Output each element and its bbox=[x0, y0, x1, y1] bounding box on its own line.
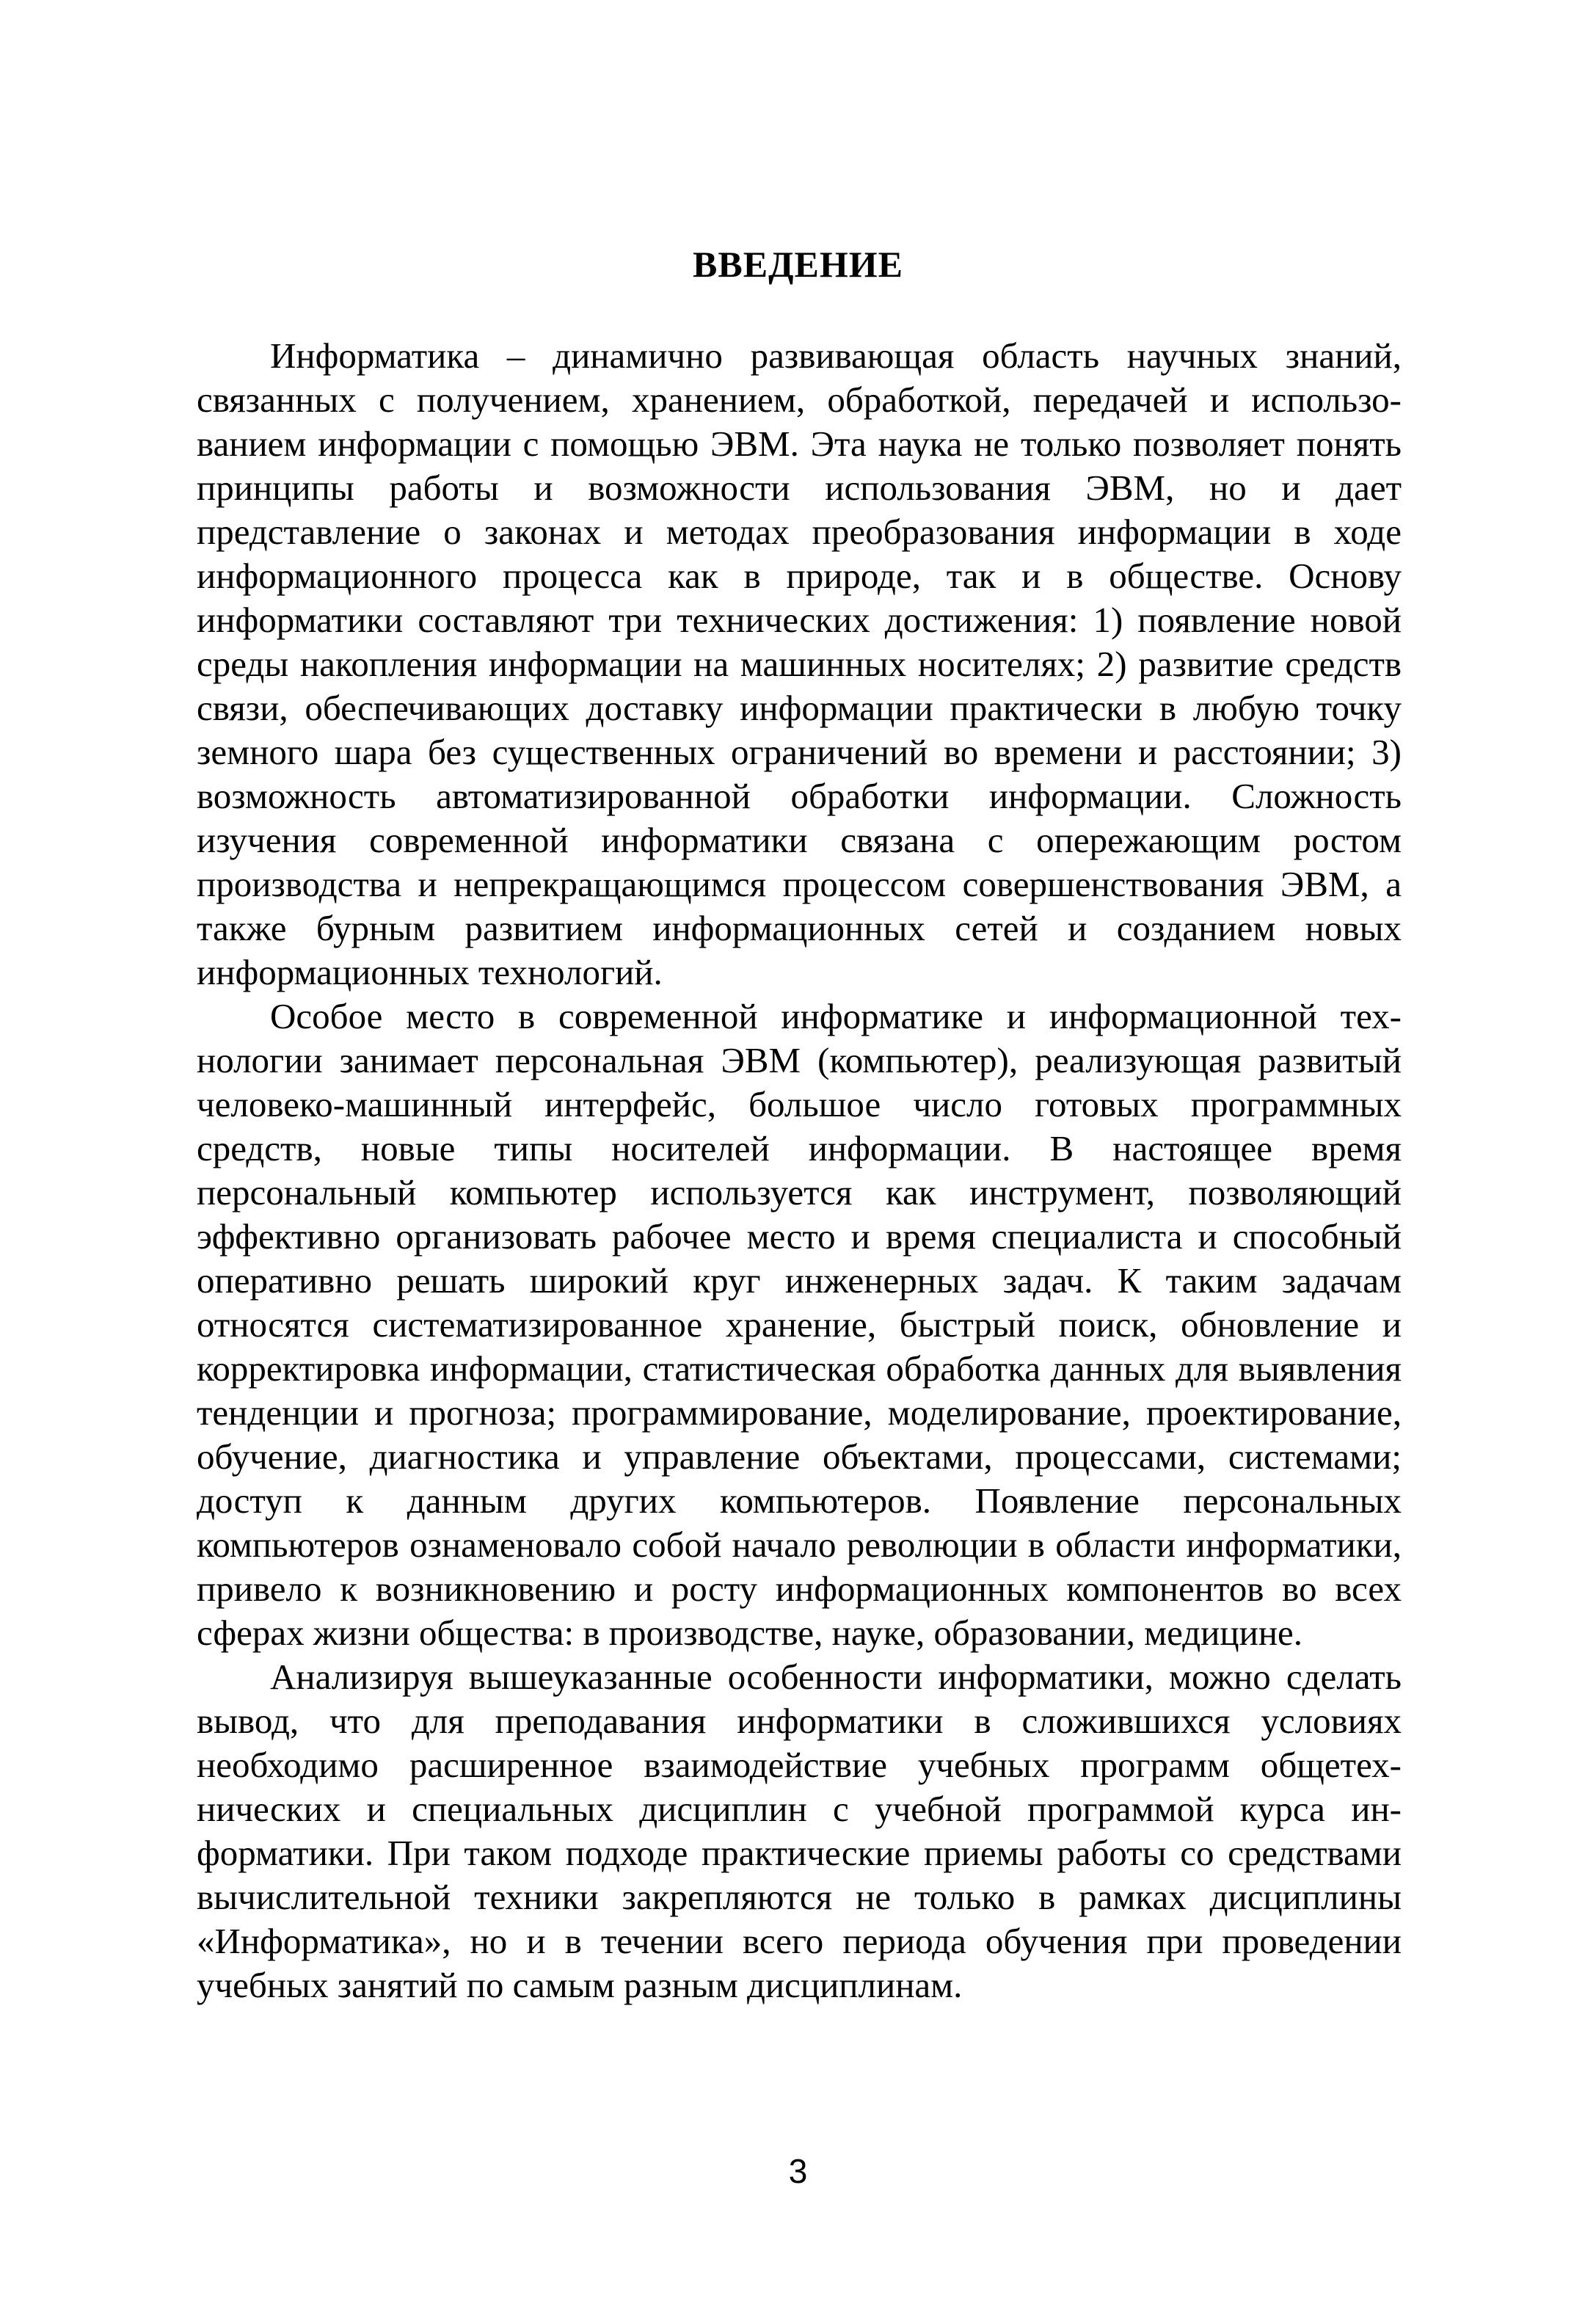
paragraph-1: Информатика – динамично развивающая область научных знаний, связанных с получением, хранением, обработкой, передачей и использованием информации с помощью ЭВМ. Эта наука не только позволяет понять принципы работы и возможности использования ЭВМ, но и дает представление о законах и методах преобразования информации в ходе информационного процесса как в природе, так и в обществе. Основу информатики составляют три технических достижения: 1) появление новой среды накопления информации на машинных носителях; 2) развитие средств связи, обеспечивающих доставку информации практически в любую точку земного шара без существенных ограничений во времени и расстоянии; 3) возможность автоматизированной обработки информации. Сложность изучения современной информатики связана с опережающим ростом производства и непрекращающимся процессом совершенствования ЭВМ, а также бурным развитием информационных сетей и созданием новых информационных технологий. bbox=[197, 335, 1402, 992]
body-text bbox=[197, 334, 1402, 2007]
paragraph-3: Анализируя вышеуказанные особенности информатики, можно сделать вывод, что для преподавания информатики в сложившихся условиях необходимо расширенное взаимодействие учебных программ общетехнических и специальных дисциплин с учебной программой курса информатики. При таком подходе практические приемы работы со средствами вычислительной техники закрепляются не только в рамках дисциплины «Информатика», но и в течении всего периода обучения при проведении учебных занятий по самым разным дисциплинам. bbox=[197, 1657, 1402, 2005]
page-title: ВВЕДЕНИЕ bbox=[693, 244, 903, 285]
paragraph-2: Особое место в современной информатике и информационной технологии занимает персональная ЭВМ (компьютер), реализующая развитый человеко-машинный интерфейс, большое число готовых программных средств, новые типы носителей информации. В настоящее время персональный компьютер используется как инструмент, позволяющий эффективно организовать рабочее место и время специалиста и способный оперативно решать широкий круг инженерных задач. К таким задачам относятся систематизированное хранение, быстрый поиск, обновление и корректировка информации, статистическая обработка данных для выявления тенденции и прогноза; программирование, моделирование, проектирование, обучение, диагностика и управление объектами, процессами, системами; доступ к данным других компьютеров. Появление персональных компьютеров ознаменовало собой начало революции в области информатики, привело к возникновению и росту информационных компонентов во всех сферах жизни общества: в производстве, науке, образовании, медицине. bbox=[197, 996, 1402, 1653]
page-number: 3 bbox=[788, 2152, 808, 2190]
